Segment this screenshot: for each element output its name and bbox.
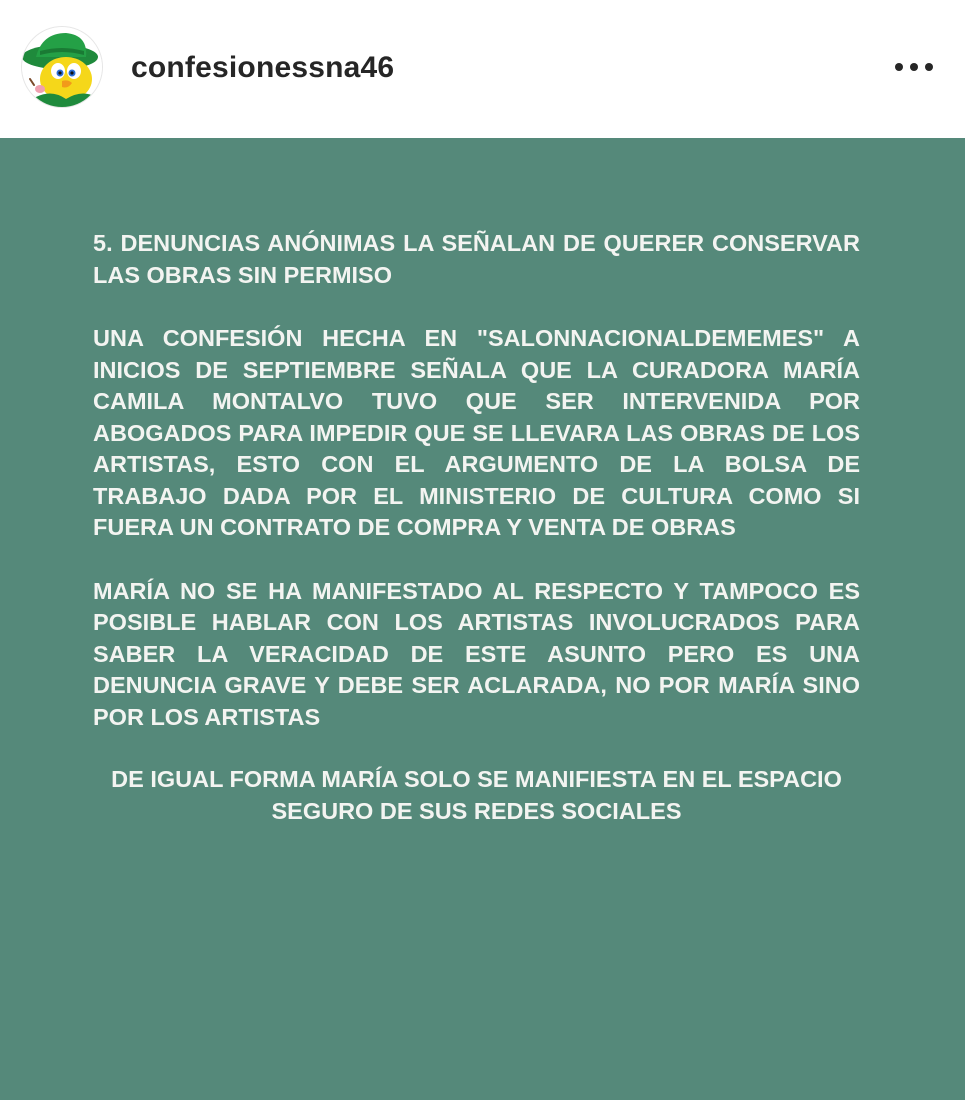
more-options-button[interactable] <box>884 44 944 90</box>
more-options-icon <box>894 62 934 72</box>
post-image[interactable] <box>0 138 965 1100</box>
post-closing-note: DE IGUAL FORMA MARÍA SOLO SE MANIFIESTA EN EL ESPACIO SEGURO DE SUS REDES SOCIALES <box>111 766 842 824</box>
cartoon-bird-avatar-icon <box>22 27 102 107</box>
username[interactable]: confesionessna46 <box>131 51 395 84</box>
post-paragraph-1: UNA CONFESIÓN HECHA EN "SALONNACIONALDEMEMES" A INICIOS DE SEPTIEMBRE SEÑALA QUE LA CURADORA MARÍA CAMILA MONTALVO TUVO QUE SER INTERVENIDA POR ABOGADOS PARA IMPEDIR QUE SE LLEVARA LAS OBRAS DE LOS ARTISTAS, ESTO CON EL ARGUMENTO DE LA BOLSA DE TRABAJO DADA POR EL MINISTERIO DE CULTURA COMO SI FUERA UN CONTRATO DE COMPRA Y VENTA DE OBRAS <box>93 325 860 540</box>
post-paragraph-2: MARÍA NO SE HA MANIFESTADO AL RESPECTO Y TAMPOCO ES POSIBLE HABLAR CON LOS ARTISTAS INVOLUCRADOS PARA SABER LA VERACIDAD DE ESTE ASUNTO PERO ES UNA DENUNCIA GRAVE Y DEBE SER ACLARADA, NO POR MARÍA SINO POR LOS ARTISTAS <box>93 577 860 730</box>
post-heading: 5. DENUNCIAS ANÓNIMAS LA SEÑALAN DE QUERER CONSERVAR LAS OBRAS SIN PERMISO <box>93 230 860 288</box>
post-header <box>0 0 965 138</box>
avatar[interactable] <box>22 27 102 107</box>
post-text <box>93 228 860 859</box>
